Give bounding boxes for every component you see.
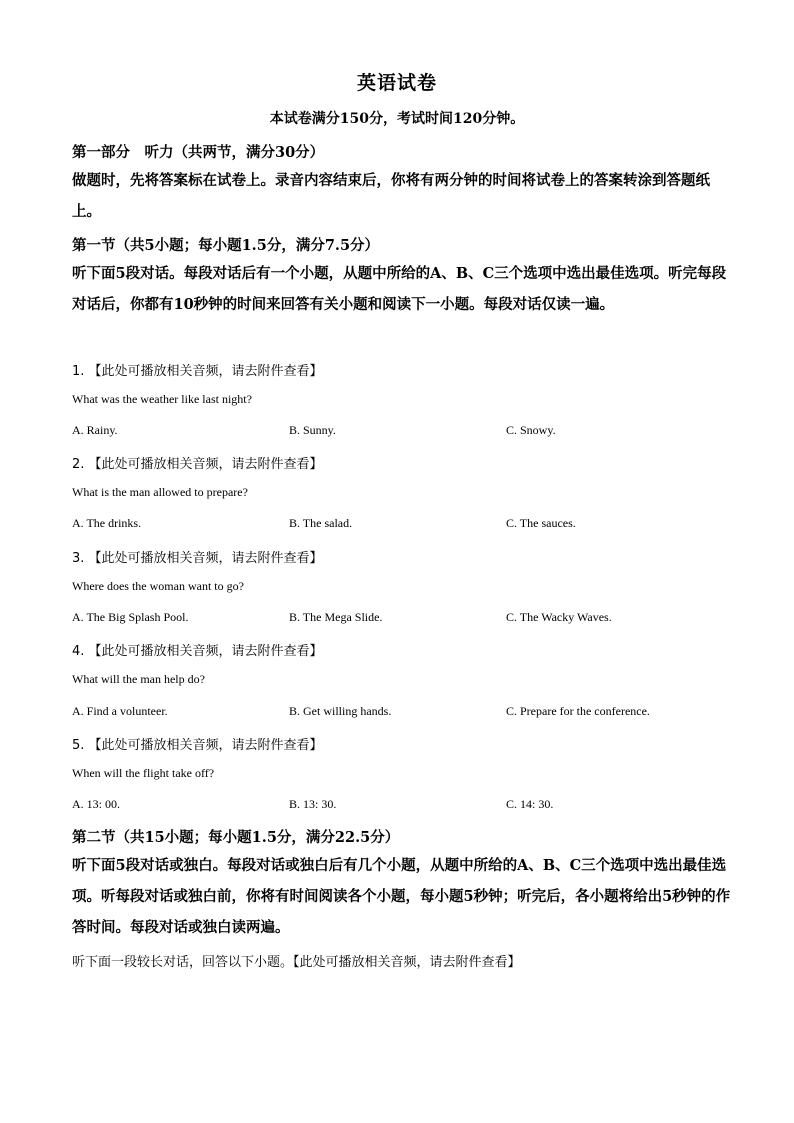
question-4-option-b[interactable]: B. Get willing hands. [289,704,392,718]
part1-heading: 第一部分 听力（共两节，满分30分） [72,144,325,161]
question-4-option-a[interactable]: A. Find a volunteer. [72,704,168,718]
section2-instruction: 听下面5段对话或独白。每段对话或独白后有几个小题，从题中所给的A、B、C三个选项中选出最佳选项。听每段对话或独白前，你将有时间阅读各个小题，每小题5秒钟；听完后，各小题将给出5秒钟的作答时间。每段对话或独白读两遍。 [72,857,731,936]
question-number: 3. [72,551,85,566]
section1-heading: 第一节（共5小题；每小题1.5分，满分7.5分） [72,237,380,254]
question-3-option-c[interactable]: C. The Wacky Waves. [506,610,612,624]
question-3-header [72,547,323,566]
question-2-option-b[interactable]: B. The salad. [289,516,353,530]
question-number: 1. [72,364,85,379]
section2-lead [72,951,521,970]
question-number: 5. [72,738,85,753]
question-2-option-a[interactable]: A. The drinks. [72,516,142,530]
audio-link[interactable]: 【此处可播放相关音频，请去附件查看】 [88,644,323,659]
question-4-option-c[interactable]: C. Prepare for the conference. [506,704,650,718]
question-5-header [72,734,323,753]
audio-link[interactable]: 【此处可播放相关音频，请去附件查看】 [88,738,323,753]
question-4-header [72,640,323,659]
audio-link[interactable]: 【此处可播放相关音频，请去附件查看】 [88,551,323,566]
question-5-option-a[interactable]: A. 13: 00. [72,797,120,811]
question-1-option-b[interactable]: B. Sunny. [289,423,336,437]
question-1-header [72,360,323,379]
section1-instruction: 听下面5段对话。每段对话后有一个小题，从题中所给的A、B、C三个选项中选出最佳选项。听完每段对话后，你都有10秒钟的时间来回答有关小题和阅读下一小题。每段对话仅读一遍。 [72,265,727,313]
question-number: 2. [72,457,85,472]
question-3-stem: Where does the woman want to go? [72,579,244,593]
part1-instruction: 做题时，先将答案标在试卷上。录音内容结束后，你将有两分钟的时间将试卷上的答案转涂到答题纸上。 [72,172,710,220]
question-1-stem: What was the weather like last night? [72,392,252,406]
question-2-header [72,453,323,472]
question-2-stem: What is the man allowed to prepare? [72,485,248,499]
question-3-option-b[interactable]: B. The Mega Slide. [289,610,383,624]
audio-link[interactable]: 【此处可播放相关音频，请去附件查看】 [88,457,323,472]
question-2-option-c[interactable]: C. The sauces. [506,516,576,530]
section2-lead-text: 听下面一段较长对话，回答以下小题。 [72,955,294,970]
question-1-option-c[interactable]: C. Snowy. [506,423,556,437]
question-5-option-b[interactable]: B. 13: 30. [289,797,337,811]
section2-heading: 第二节（共15小题；每小题1.5分，满分22.5分） [72,829,400,846]
question-number: 4. [72,644,85,659]
exam-info: 本试卷满分150分，考试时间120分钟。 [269,111,525,127]
question-5-stem: When will the flight take off? [72,766,215,780]
question-3-option-a[interactable]: A. The Big Splash Pool. [72,610,189,624]
question-1-option-a[interactable]: A. Rainy. [72,423,118,437]
page-title: 英语试卷 [356,72,437,94]
question-4-stem: What will the man help do? [72,672,205,686]
audio-link[interactable]: 【此处可播放相关音频，请去附件查看】 [88,364,323,379]
question-5-option-c[interactable]: C. 14: 30. [506,797,554,811]
audio-link[interactable]: 【此处可播放相关音频，请去附件查看】 [293,955,521,970]
